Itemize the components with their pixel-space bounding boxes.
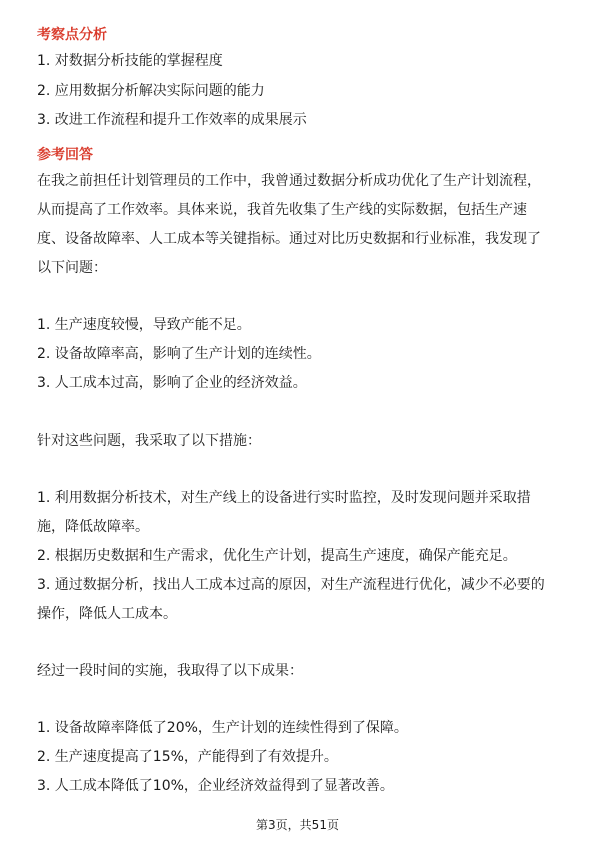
result-item: 1. 设备故障率降低了20%，生产计划的连续性得到了保障。 bbox=[37, 720, 408, 736]
result-item: 2. 生产速度提高了15%，产能得到了有效提升。 bbox=[37, 749, 338, 765]
problem-item: 2. 设备故障率高，影响了生产计划的连续性。 bbox=[37, 346, 321, 362]
measure-line: 2. 根据历史数据和生产需求，优化生产计划，提高生产速度，确保产能充足。 bbox=[37, 548, 517, 564]
problem-item: 3. 人工成本过高，影响了企业的经济效益。 bbox=[37, 375, 307, 391]
intro-line: 在我之前担任计划管理员的工作中，我曾通过数据分析成功优化了生产计划流程， bbox=[37, 173, 541, 189]
reference-answer-heading: 参考回答 bbox=[37, 147, 93, 163]
measure-line: 操作，降低人工成本。 bbox=[37, 606, 177, 622]
intro-line: 以下问题： bbox=[37, 260, 107, 276]
measures-intro: 针对这些问题，我采取了以下措施： bbox=[37, 433, 261, 449]
intro-line: 度、设备故障率、人工成本等关键指标。通过对比历史数据和行业标准，我发现了 bbox=[37, 231, 541, 247]
measure-line: 3. 通过数据分析，找出人工成本过高的原因，对生产流程进行优化，减少不必要的 bbox=[37, 577, 545, 593]
measure-line: 1. 利用数据分析技术，对生产线上的设备进行实时监控，及时发现问题并采取措 bbox=[37, 490, 531, 506]
exam-point-item: 2. 应用数据分析解决实际问题的能力 bbox=[37, 83, 265, 99]
problem-item: 1. 生产速度较慢，导致产能不足。 bbox=[37, 317, 251, 333]
results-intro: 经过一段时间的实施，我取得了以下成果： bbox=[37, 663, 303, 679]
page-number: 第3页，共51页 bbox=[256, 818, 339, 832]
intro-line: 从而提高了工作效率。具体来说，我首先收集了生产线的实际数据，包括生产速 bbox=[37, 202, 527, 218]
measure-line: 施，降低故障率。 bbox=[37, 519, 149, 535]
result-item: 3. 人工成本降低了10%，企业经济效益得到了显著改善。 bbox=[37, 778, 394, 794]
exam-point-item: 3. 改进工作流程和提升工作效率的成果展示 bbox=[37, 112, 307, 128]
exam-point-item: 1. 对数据分析技能的掌握程度 bbox=[37, 53, 223, 69]
exam-points-heading: 考察点分析 bbox=[37, 27, 107, 43]
